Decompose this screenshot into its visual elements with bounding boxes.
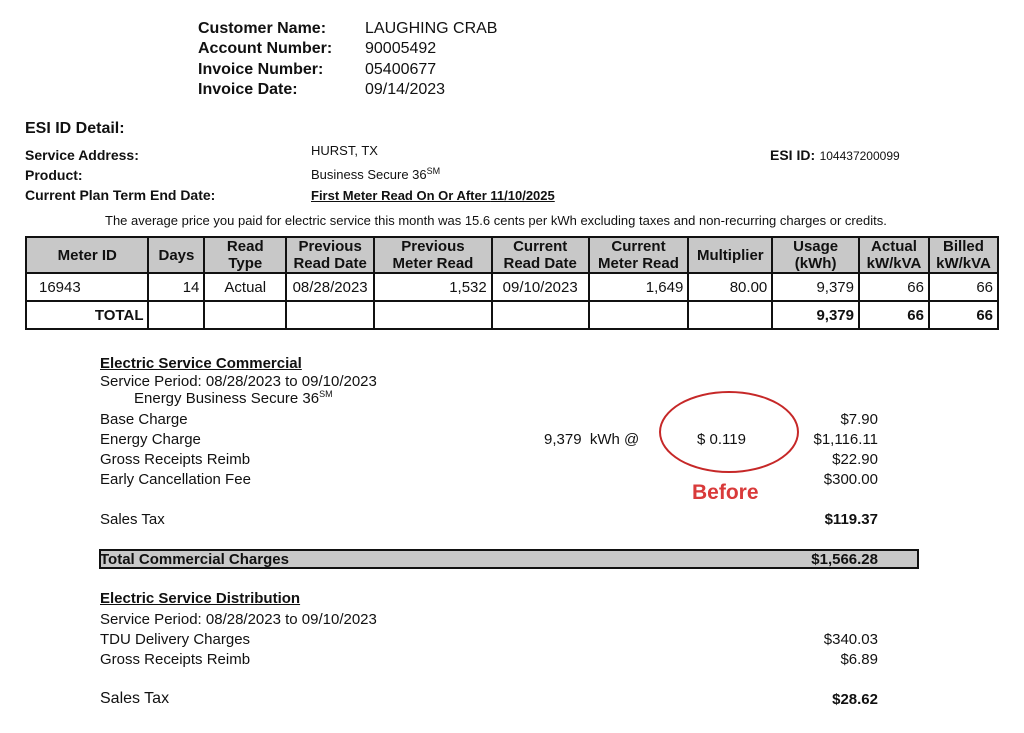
- gross-receipts-amount: $22.90: [832, 451, 878, 468]
- cell-empty: [688, 301, 772, 329]
- distribution-gross-receipts-amount: $6.89: [840, 651, 878, 668]
- col-previous-meter-read: Previous Meter Read: [374, 237, 492, 273]
- cell-actual-kw: 66: [859, 273, 929, 301]
- product-label: Product:: [25, 167, 83, 183]
- col-previous-read-date: Previous Read Date: [286, 237, 374, 273]
- cell-current-meter-read: 1,649: [589, 273, 689, 301]
- commercial-service-period: Service Period: 08/28/2023 to 09/10/2023: [100, 373, 377, 390]
- col-billed-kw: Billed kW/kVA: [929, 237, 998, 273]
- commercial-plan-name: Energy Business Secure 36℠: [134, 389, 333, 407]
- total-commercial-amount: $1,566.28: [811, 551, 878, 568]
- energy-charge-amount: $1,116.11: [813, 431, 878, 448]
- energy-charge-label: Energy Charge: [100, 431, 201, 448]
- product-value: Business Secure 36℠: [311, 166, 441, 182]
- table-row: [26, 273, 998, 301]
- cell-empty: [148, 301, 204, 329]
- cell-total-label: TOTAL: [26, 301, 148, 329]
- esi-detail-title: ESI ID Detail:: [25, 120, 125, 137]
- cell-empty: [374, 301, 492, 329]
- cell-multiplier: 80.00: [688, 273, 772, 301]
- meter-table-header: [26, 237, 998, 273]
- cell-empty: [589, 301, 689, 329]
- cell-empty: [204, 301, 286, 329]
- base-charge-label: Base Charge: [100, 411, 188, 428]
- col-multiplier: Multiplier: [688, 237, 772, 273]
- cell-empty: [286, 301, 374, 329]
- distribution-section-title: Electric Service Distribution: [100, 590, 301, 607]
- invoice-date-label: Invoice Date:: [198, 81, 298, 98]
- energy-rate: $ 0.119: [697, 431, 746, 448]
- before-annotation: Before: [692, 481, 759, 504]
- gross-receipts-label: Gross Receipts Reimb: [100, 451, 251, 468]
- col-meter-id: Meter ID: [26, 237, 148, 273]
- invoice-date: 09/14/2023: [365, 81, 446, 98]
- customer-name: LAUGHING CRAB: [365, 20, 498, 37]
- cell-total-actual-kw: 66: [859, 301, 929, 329]
- cell-total-billed-kw: 66: [929, 301, 998, 329]
- service-address: HURST, TX: [311, 143, 378, 158]
- total-commercial-label: Total Commercial Charges: [100, 551, 289, 568]
- cell-empty: [492, 301, 589, 329]
- col-days: Days: [148, 237, 204, 273]
- distribution-sales-tax-amount: $28.62: [832, 691, 878, 708]
- energy-usage: 9,379 kWh @: [544, 431, 640, 448]
- invoice-number: 05400677: [365, 61, 437, 78]
- plan-end-value: First Meter Read On Or After 11/10/2025: [311, 188, 555, 203]
- cell-total-usage: 9,379: [772, 301, 859, 329]
- col-current-meter-read: Current Meter Read: [589, 237, 689, 273]
- average-price-note: The average price you paid for electric service this month was 15.6 cents per kWh excluding taxes and non-recurring charges or credits.: [105, 213, 887, 228]
- tdu-delivery-amount: $340.03: [823, 631, 878, 648]
- base-charge-amount: $7.90: [840, 411, 878, 428]
- distribution-sales-tax-label: Sales Tax: [100, 690, 170, 707]
- early-cancellation-label: Early Cancellation Fee: [100, 471, 251, 488]
- esi-id-field: ESI ID: 104437200099: [770, 147, 900, 163]
- cell-current-read-date: 09/10/2023: [492, 273, 589, 301]
- customer-name-label: Customer Name:: [198, 20, 327, 37]
- account-number: 90005492: [365, 40, 437, 57]
- table-total-row: [26, 301, 998, 329]
- tdu-delivery-label: TDU Delivery Charges: [100, 631, 251, 648]
- commercial-section-title: Electric Service Commercial: [100, 355, 302, 372]
- service-address-label: Service Address:: [25, 147, 139, 163]
- plan-end-label: Current Plan Term End Date:: [25, 187, 216, 203]
- col-current-read-date: Current Read Date: [492, 237, 589, 273]
- cell-previous-meter-read: 1,532: [374, 273, 492, 301]
- early-cancellation-amount: $300.00: [823, 471, 878, 488]
- commercial-sales-tax-amount: $119.37: [824, 511, 878, 528]
- cell-usage: 9,379: [772, 273, 859, 301]
- distribution-gross-receipts-label: Gross Receipts Reimb: [100, 651, 251, 668]
- cell-read-type: Actual: [204, 273, 286, 301]
- cell-meter-id: 16943: [26, 273, 148, 301]
- distribution-service-period: Service Period: 08/28/2023 to 09/10/2023: [100, 611, 377, 628]
- invoice-number-label: Invoice Number:: [198, 61, 324, 78]
- col-read-type: Read Type: [204, 237, 286, 273]
- col-usage: Usage (kWh): [772, 237, 859, 273]
- commercial-sales-tax-label: Sales Tax: [100, 511, 165, 528]
- account-number-label: Account Number:: [198, 40, 333, 57]
- meter-table: [25, 236, 999, 330]
- col-actual-kw: Actual kW/kVA: [859, 237, 929, 273]
- cell-previous-read-date: 08/28/2023: [286, 273, 374, 301]
- cell-days: 14: [148, 273, 204, 301]
- highlight-circle: [659, 391, 799, 473]
- cell-billed-kw: 66: [929, 273, 998, 301]
